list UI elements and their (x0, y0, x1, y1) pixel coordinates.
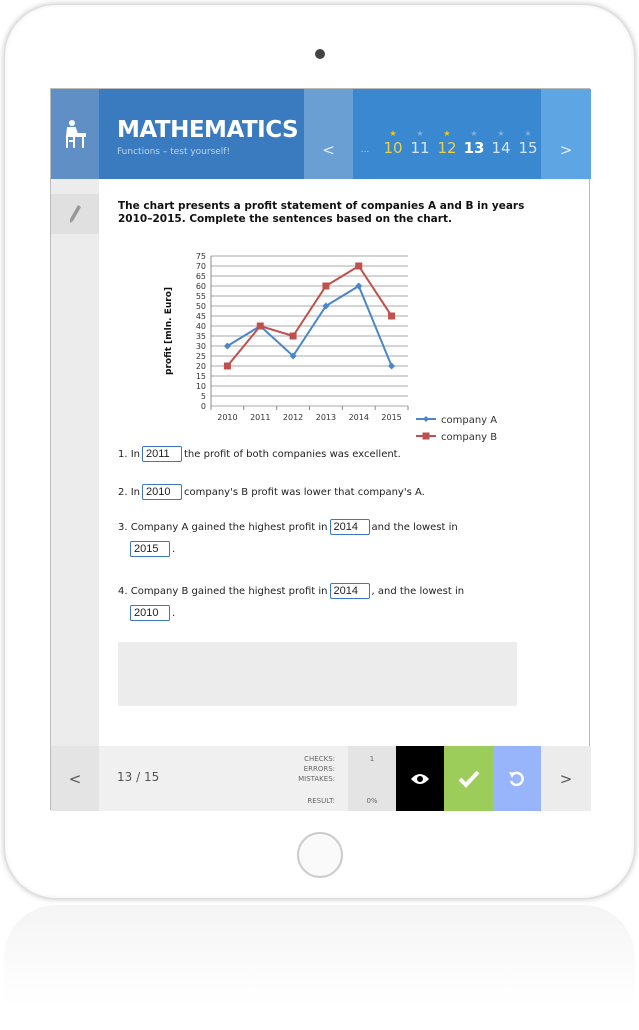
star-icon: ★ (416, 129, 424, 138)
x-tick-label: 2013 (315, 413, 337, 422)
next-question-button[interactable]: > (541, 89, 591, 179)
prev-question-button[interactable]: < (304, 89, 353, 179)
y-tick-label: 25 (195, 352, 206, 361)
y-tick-label: 40 (195, 322, 206, 331)
reset-button[interactable] (493, 746, 541, 811)
y-tick-label: 55 (195, 292, 206, 301)
y-tick-label: 10 (195, 382, 206, 391)
y-tick-label: 30 (195, 342, 206, 351)
page-15[interactable]: 15 (518, 139, 538, 157)
data-point (290, 333, 297, 340)
footer-info (99, 746, 348, 811)
page-10[interactable]: 10 (383, 139, 403, 157)
home-button[interactable] (297, 832, 343, 878)
y-tick-label: 20 (195, 362, 206, 371)
page-11[interactable]: 11 (410, 139, 430, 157)
x-tick-label: 2014 (348, 413, 369, 422)
sentence-text: the profit of both companies was excellent. (184, 449, 401, 460)
mistakes-label: MISTAKES: (298, 775, 335, 783)
errors-label: ERRORS: (303, 765, 335, 773)
sentence-2 (118, 484, 425, 500)
page-subtitle: Functions – test yourself! (117, 147, 231, 157)
page-title: MATHEMATICS (117, 117, 299, 143)
sentence-text: 3. Company A gained the highest profit in (118, 522, 328, 533)
y-axis-label: profit [mln. Euro] (164, 287, 174, 375)
sentence-text: , and the lowest in (371, 586, 465, 597)
question-text: The chart presents a profit statement of companies A and B in years 2010–2015. Complete the sentences based on the chart. (118, 200, 525, 225)
y-tick-label: 70 (195, 262, 206, 271)
tablet-reflection (4, 905, 635, 1030)
x-tick-label: 2015 (381, 413, 402, 422)
reset-icon (508, 770, 526, 788)
footer-values (348, 746, 396, 811)
star-icon: ★ (389, 129, 397, 138)
sentence-text: 1. In (118, 449, 141, 460)
data-point (355, 263, 362, 270)
page-counter: 13 / 15 (117, 770, 160, 784)
sentence-3 (118, 519, 458, 535)
star-icon: ★ (470, 129, 478, 138)
data-point (388, 363, 395, 370)
page-12[interactable]: 12 (437, 139, 457, 157)
data-point (257, 323, 264, 330)
pager-ellipsis: ... (360, 145, 370, 155)
result-label: RESULT: (307, 797, 335, 805)
screen (50, 88, 590, 810)
feedback-box (118, 642, 517, 706)
footer-prev-button[interactable]: < (51, 746, 99, 811)
page-13[interactable]: 13 (463, 139, 485, 157)
legend-label: company A (441, 415, 498, 426)
checks-value: 1 (369, 755, 375, 763)
sentence-text: 2. In (118, 487, 141, 498)
legend-marker (423, 416, 429, 422)
answer-input[interactable]: 2014 (330, 583, 370, 599)
answer-input[interactable]: 2014 (330, 519, 370, 535)
sidebar (51, 179, 99, 746)
x-tick-label: 2012 (282, 413, 304, 422)
legend-label: company B (441, 432, 498, 443)
answer-input[interactable]: 2011 (142, 446, 182, 462)
star-icon: ★ (443, 129, 451, 138)
star-icon: ★ (524, 129, 532, 138)
answer-input[interactable]: 2010 (130, 605, 170, 621)
camera (315, 49, 325, 59)
checks-label: CHECKS: (304, 755, 335, 763)
result-value: 0% (366, 797, 378, 805)
sentence-4-continued (128, 605, 175, 621)
sentence-3-continued (128, 541, 175, 557)
y-tick-label: 50 (195, 302, 206, 311)
sentence-text: . (172, 608, 176, 619)
sentence-text: and the lowest in (371, 522, 458, 533)
x-tick-label: 2010 (217, 413, 238, 422)
sentence-text: . (172, 544, 176, 555)
data-point (388, 313, 395, 320)
check-button[interactable] (444, 746, 493, 811)
y-tick-label: 5 (200, 392, 206, 401)
profit-chart (151, 244, 551, 443)
y-tick-label: 65 (195, 272, 206, 281)
sentence-4 (118, 583, 464, 599)
page-14[interactable]: 14 (491, 139, 511, 157)
star-icon: ★ (497, 129, 505, 138)
y-tick-label: 45 (195, 312, 206, 321)
legend-marker (423, 433, 430, 440)
question-pager (353, 89, 541, 179)
data-point (322, 283, 329, 290)
answer-input[interactable]: 2010 (142, 484, 182, 500)
pencil-icon[interactable] (51, 194, 99, 234)
title-block (99, 89, 304, 179)
sentence-text: 4. Company B gained the highest profit in (118, 586, 328, 597)
student-desk-icon (51, 89, 99, 179)
sentence-text: company's B profit was lower that company's A. (184, 487, 425, 498)
answer-input[interactable]: 2015 (130, 541, 170, 557)
data-point (224, 363, 231, 370)
show-answer-button[interactable] (396, 746, 444, 811)
y-tick-label: 15 (195, 372, 206, 381)
y-tick-label: 75 (195, 252, 206, 261)
sentence-1 (118, 446, 401, 462)
eye-icon (410, 772, 430, 786)
x-tick-label: 2011 (250, 413, 271, 422)
y-tick-label: 60 (195, 282, 206, 291)
y-tick-label: 35 (195, 332, 206, 341)
y-tick-label: 0 (200, 402, 206, 411)
checkmark-icon (458, 770, 480, 788)
footer-next-button[interactable]: > (541, 746, 591, 811)
